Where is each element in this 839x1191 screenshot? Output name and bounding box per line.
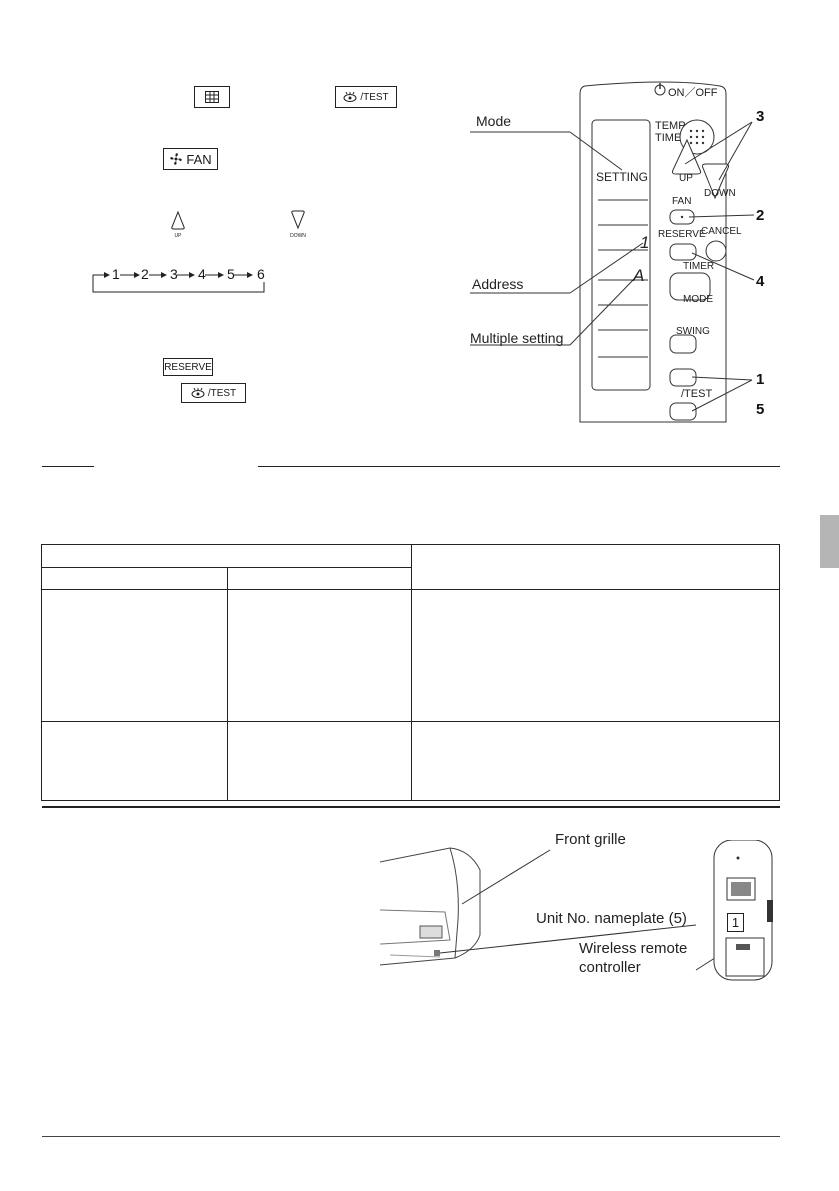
grid-icon	[205, 91, 219, 103]
remote-reserve-label: RESERVE	[658, 229, 706, 240]
settings-table	[41, 544, 780, 801]
callout-number-3: 3	[756, 108, 765, 125]
table-cell	[228, 722, 412, 801]
multiple-setting-callout: Multiple setting	[470, 330, 564, 346]
seq-6: 6	[257, 266, 265, 282]
section-rule	[258, 466, 780, 467]
callout-number-1: 1	[756, 371, 765, 388]
remote-address-digit: 1	[640, 233, 650, 252]
wireless-remote-callout-1: Wireless remote	[579, 940, 688, 957]
fan-button-icon	[163, 148, 218, 170]
remote-fan-label: FAN	[672, 196, 692, 207]
remote-timer-label: TIMER	[683, 261, 715, 272]
remote-mode-label: MODE	[683, 294, 713, 305]
callout-number-4: 4	[756, 273, 765, 290]
remote-cancel-label: CANCEL	[701, 226, 742, 237]
down-caption: DOWN	[290, 233, 306, 239]
fan-icon	[169, 152, 183, 166]
seq-1: 1	[112, 266, 120, 282]
front-grille-callout: Front grille	[555, 831, 626, 848]
section-heading-underline	[42, 466, 94, 467]
grid-button-icon	[194, 86, 230, 108]
callout-number-5: 5	[756, 401, 765, 418]
remote-test-label: /TEST	[681, 388, 713, 400]
seq-4: 4	[198, 266, 206, 282]
up-triangle-icon	[170, 210, 186, 238]
remote-up-label: UP	[679, 173, 693, 184]
nameplate-digit: 1	[731, 915, 740, 930]
test-label-2: /TEST	[207, 387, 237, 399]
table-subheader-cell	[42, 568, 228, 590]
seq-3: 3	[170, 266, 178, 282]
eye-icon	[343, 92, 357, 102]
mode-callout: Mode	[476, 113, 512, 129]
table-cell	[42, 722, 228, 801]
nameplate-badge	[727, 913, 744, 932]
remote-controller-illustration	[470, 80, 780, 430]
table-cell	[411, 722, 779, 801]
seq-2: 2	[141, 266, 149, 282]
remote-temp-label: TEMP	[655, 120, 686, 132]
reserve-button-icon	[163, 358, 213, 376]
address-callout: Address	[472, 276, 524, 292]
chapter-tab-marker	[820, 515, 839, 568]
up-caption: UP	[174, 233, 182, 239]
remote-swing-label: SWING	[676, 326, 710, 337]
table-header-cell	[42, 545, 412, 568]
reserve-label: RESERVE	[164, 361, 212, 373]
callout-number-2: 2	[756, 207, 765, 224]
seq-5: 5	[227, 266, 235, 282]
wireless-remote-callout-2: controller	[579, 959, 641, 976]
eye-icon	[191, 388, 205, 398]
remote-down-label: DOWN	[704, 188, 736, 199]
table-header-cell	[411, 545, 779, 590]
test-button-icon-2	[181, 383, 246, 403]
fan-label: FAN	[186, 151, 212, 167]
table-cell	[228, 590, 412, 722]
footer-rule	[42, 1136, 780, 1137]
test-label: /TEST	[360, 91, 389, 103]
table-row	[42, 722, 780, 801]
remote-multiple-digit: A	[633, 266, 645, 285]
remote-on-off-label: ON／OFF	[668, 87, 718, 99]
table-subheader-cell	[228, 568, 412, 590]
test-button-icon	[335, 86, 397, 108]
down-triangle-icon	[290, 210, 306, 238]
table-cell	[411, 590, 779, 722]
table-cell	[42, 590, 228, 722]
nameplate-callout: Unit No. nameplate (5)	[536, 910, 687, 927]
table-row	[42, 590, 780, 722]
remote-setting-label: SETTING	[596, 170, 649, 184]
remote-time-label: TIME	[655, 132, 682, 144]
section-rule-bold	[42, 806, 780, 808]
